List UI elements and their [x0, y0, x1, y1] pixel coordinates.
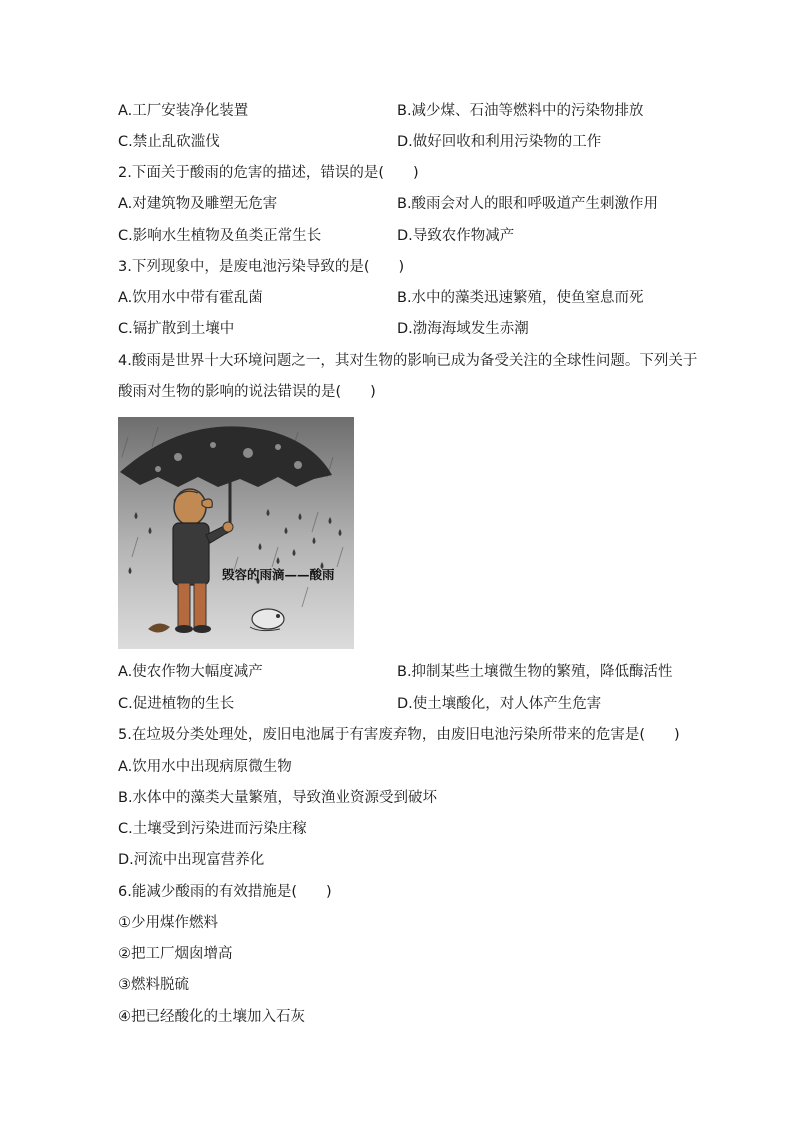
- q2-option-c: C.影响水生植物及鱼类正常生长: [118, 228, 322, 244]
- q5-option-d: D.河流中出现富营养化: [118, 852, 265, 868]
- figure-caption: 毁容的雨滴——酸雨: [222, 567, 335, 582]
- q1-option-b: B.减少煤、石油等燃料中的污染物排放: [397, 103, 644, 119]
- q2-option-b: B.酸雨会对人的眼和呼吸道产生刺激作用: [397, 196, 659, 212]
- q1-option-d: D.做好回收和利用污染物的工作: [397, 134, 602, 150]
- q5-option-b: B.水体中的藻类大量繁殖，导致渔业资源受到破坏: [118, 790, 438, 806]
- q4-stem-line2: 酸雨对生物的影响的说法错误的是( ): [118, 384, 376, 400]
- q4-option-b: B.抑制某些土壤微生物的繁殖，降低酶活性: [397, 664, 673, 680]
- q1-option-c: C.禁止乱砍滥伐: [118, 134, 220, 150]
- q2-stem: 2.下面关于酸雨的危害的描述，错误的是( ): [118, 165, 419, 181]
- q2-option-d: D.导致农作物减产: [397, 228, 515, 244]
- q6-item-3: ③燃料脱硫: [118, 977, 189, 993]
- q4-option-d: D.使土壤酸化，对人体产生危害: [397, 696, 602, 712]
- q3-option-c: C.镉扩散到土壤中: [118, 321, 235, 337]
- q3-option-d: D.渤海海域发生赤潮: [397, 321, 529, 337]
- q4-option-a: A.使农作物大幅度减产: [118, 664, 263, 680]
- q4-option-c: C.促进植物的生长: [118, 696, 235, 712]
- q6-item-1: ①少用煤作燃料: [118, 915, 218, 931]
- q3-stem: 3.下列现象中，是废电池污染导致的是( ): [118, 259, 405, 275]
- q2-option-a: A.对建筑物及雕塑无危害: [118, 196, 278, 212]
- q6-item-2: ②把工厂烟囱增高: [118, 946, 233, 962]
- acid-rain-illustration: [118, 417, 354, 649]
- q5-option-a: A.饮用水中出现病原微生物: [118, 759, 292, 775]
- q6-stem: 6.能减少酸雨的有效措施是( ): [118, 884, 332, 900]
- q3-option-a: A.饮用水中带有霍乱菌: [118, 290, 263, 306]
- q5-stem: 5.在垃圾分类处理处，废旧电池属于有害废弃物，由废旧电池污染所带来的危害是( ): [118, 727, 680, 743]
- q6-item-4: ④把已经酸化的土壤加入石灰: [118, 1009, 305, 1025]
- q4-stem-line1: 4.酸雨是世界十大环境问题之一，其对生物的影响已成为备受关注的全球性问题。下列关于: [118, 353, 698, 369]
- q3-option-b: B.水中的藻类迅速繁殖，使鱼窒息而死: [397, 290, 644, 306]
- q1-option-a: A.工厂安装净化装置: [118, 103, 249, 119]
- q5-option-c: C.土壤受到污染进而污染庄稼: [118, 821, 307, 837]
